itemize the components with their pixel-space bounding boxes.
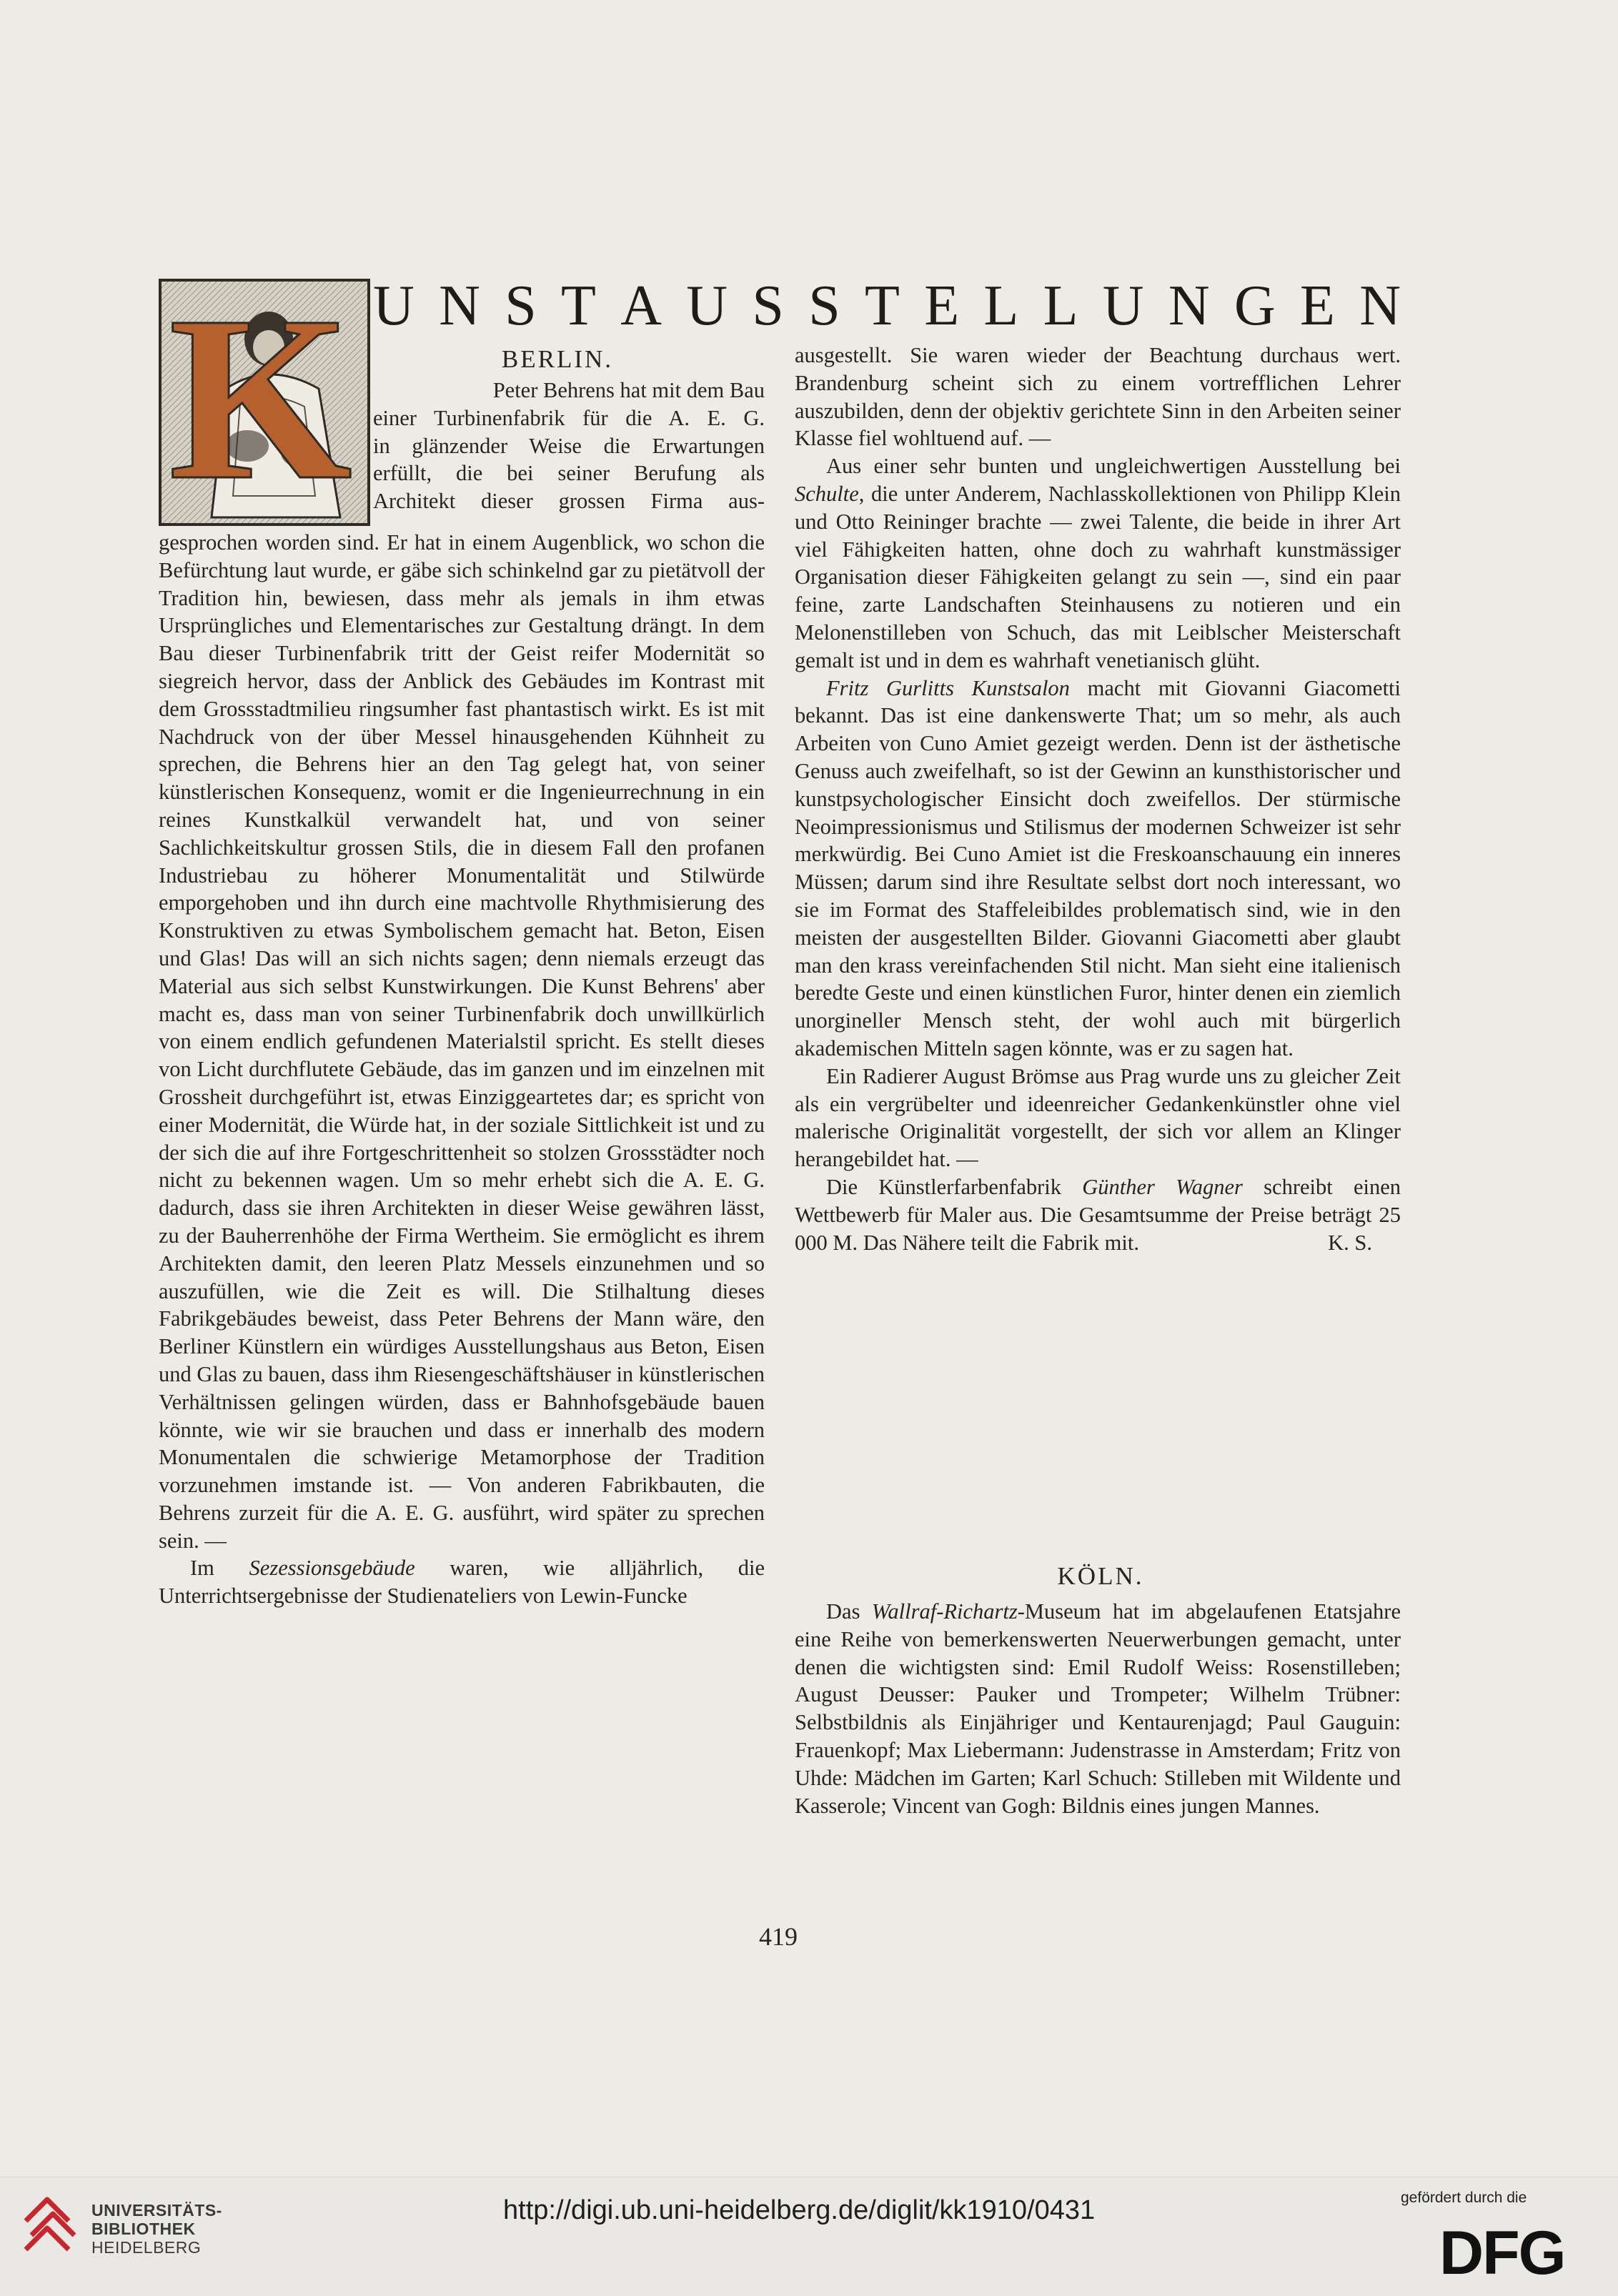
intro-line: einer Turbinenfabrik für die A. E. G. <box>373 405 765 430</box>
funded-by-label: gefördert durch die <box>1401 2190 1527 2206</box>
title-letter: S <box>752 274 784 337</box>
dfg-logo[interactable]: DFG <box>1439 2219 1565 2287</box>
intro-line: in glänzender Weise die Erwartungen <box>373 433 765 458</box>
intro-line: Peter Behrens hat mit dem Bau <box>492 378 765 402</box>
title-letter: S <box>505 274 537 337</box>
paragraph-ausgestellt: ausgestellt. Sie waren wieder der Beachtung durchaus wert. Brandenburg scheint sich zu einem vortrefflichen Lehrer auszubilden, denn der objektiv gerichtete Sinn in den Arbeiten seiner Klasse fiel wohltuend auf. — <box>795 343 1401 451</box>
berlin-intro-narrow <box>373 377 765 515</box>
paragraph-behrens: gesprochen worden sind. Er hat in einem Augenblick, wo schon die Befürchtung laut wurde, er gäbe sich schinkelnd gar zu pietätvoll der Tradition hin, bewiesen, dass mehr als jemals in ihm etwas Ursprüngliches und Elementarisches zur Gestaltung drängt. In dem Bau dieser Turbinenfabrik tritt der Geist reifer Modernität so siegreich hervor, dass der Anblick des Gebäudes im Kontrast mit dem Grossstadtmilieu ringsumher fast phantastisch wirkt. Es ist mit Nachdruck von der über Messel hinausgehenden Kühnheit zu sprechen, die Behrens hier an den Tag gelegt hat, von seiner künstlerischen Konsequenz, womit er die Ingenieurrechnung in ein reines Kunstkalkül verwandelt hat, und von seiner Sachlichkeitskultur grossen Stils, die in diesem Fall den profanen Industriebau zu höherer Monumentalität und Stilwürde emporgehoben und ihn durch eine machtvolle Rhythmisierung des Konstruktiven zu etwas Symbolischem gemacht hat. Beton, Eisen und Glas! Das will an sich nichts sagen; denn niemals erzeugt das Material aus sich selbst Kunstwirkungen. Die Kunst Behrens' aber macht es, dass man von seiner Turbinenfabrik doch unwillkürlich von einem endlich gefundenen Materialstil spricht. Es stellt dieses von Licht durchflutete Gebäude, das im ganzen und im einzelnen mit Grossheit durchgeführt ist, etwas Einziggeartetes dar; es spricht von einer Modernität, die Würde hat, in der soziale Sittlichkeit ist und zu der sich die auf ihre Fortgeschrittenheit so stolzen Grossstädter noch nicht zu bekennen wagen. Um so mehr erhebt sich die A. E. G. dadurch, dass sie ihren Architekten in dieser Weise gewähren lässt, zu der Bauherrenhöhe der Firma Wertheim. Sie ermöglicht es ihrem Architekten damit, den leeren Platz Messels einzunehmen und so auszufüllen, wie die Zeit es will. Die Stilhaltung dieses Fabrikgebäudes beweist, dass Peter Behrens der Mann wäre, den Berliner Künstlern ein würdiges Ausstellungshaus aus Beton, Eisen und Glas zu bauen, dass ihm Riesengeschäftshäuser in künstlerischen Verhältnissen gelingen würden, dass er Bahnhofsgebäude bauen könnte, wie wir sie brauchen und dass er innerhalb des modern Monumentalen die schwierige Metamorphose der Tradition vorzunehmen imstande ist. — Von anderen Fabrikbauten, die Behrens zurzeit für die A. E. G. ausführt, wird später zu sprechen sein. — <box>159 530 765 1553</box>
paragraph-gurlitt: Fritz Gurlitts Kunstsalon macht mit Giovanni Giacometti bekannt. Das ist eine dankenswerte That; um so mehr, als auch Arbeiten von Cuno Amiet gezeigt werden. Denn ist der ästhetische Genuss auch zweifelhaft, so ist der Gewinn an kunsthistorischer und kunstpsychologischer Einsicht doch zweifellos. Der stürmische Neoimpressionismus und Stilismus der modernen Schweizer ist sehr merkwürdig. Bei Cuno Amiet ist die Freskoanschauung ein inneres Müssen; darum sind ihre Resultate selbst dort noch interessant, wo sie im Format des Staffeleibildes problematisch sind, wie in den meisten der ausgestellten Bilder. Giovanni Giacometti aber glaubt man den krass vereinfachenden Stil nicht. Man sieht eine italienisch beredte Geste und einen künstlichen Furor, hinter denen ein ziemlich unorgineller Mensch steht, der wohl auch mit bürgerlich akademischen Mitteln sagen könnte, was er zu sagen hat. <box>795 675 1401 1060</box>
library-line: HEIDELBERG <box>91 2238 202 2257</box>
drop-cap-illustration <box>159 279 370 526</box>
title-letter: N <box>1168 274 1210 337</box>
section-title-berlin: BERLIN. <box>501 345 614 373</box>
title-letter: E <box>1300 274 1335 337</box>
library-line: BIBLIOTHEK <box>91 2220 196 2238</box>
title-letter: L <box>983 274 1019 337</box>
title-letter: U <box>686 274 728 337</box>
drop-cap-letter: K <box>169 279 352 526</box>
title-letter: L <box>1043 274 1078 337</box>
permalink-url[interactable]: http://digi.ub.uni-heidelberg.de/diglit/kk1910/0431 <box>503 2195 1096 2225</box>
paragraph-wallraf: Das Wallraf-Richartz-Museum hat im abgelaufenen Etatsjahre eine Reihe von bemerkenswerten Neuerwerbungen gemacht, unter denen die wichtigsten sind: Emil Rudolf Weiss: Rosenstilleben; August Deusser: Pauker und Trompeter; Wilhelm Trübner: Selbstbildnis als Einjähriger und Kentaurenjagd; Paul Gauguin: Frauenkopf; Max Liebermann: Judenstrasse in Amsterdam; Fritz von Uhde: Mädchen im Garten; Karl Schuch: Stilleben mit Wildente und Kasserole; Vincent van Gogh: Bildnis eines jungen Mannes. <box>795 1599 1401 1818</box>
koeln-text <box>795 1598 1401 1819</box>
paragraph-sezession: Im Sezessionsgebäude waren, wie alljährlich, die Unterrichtsergebnisse der Studienateliers von Lewin-Funcke <box>159 1556 765 1609</box>
title-letter: N <box>439 274 480 337</box>
emphasis-sezessionsgebaeude: Sezessionsgebäude <box>249 1556 415 1581</box>
emphasis-schulte: Schulte <box>795 481 859 506</box>
library-name[interactable] <box>91 2201 222 2257</box>
paragraph-broemse: Ein Radierer August Brömse aus Prag wurde uns zu gleicher Zeit als ein vergrübelter und ideenreicher Gedankenkünstler ohne viel malerische Originalität vorgestellt, der sich vor allem an Klinger herangebildet hat. — <box>795 1063 1401 1172</box>
title-letter: N <box>1359 274 1401 337</box>
title-letter: A <box>620 274 662 337</box>
title-letter: E <box>924 274 960 337</box>
page-number: 419 <box>759 1922 798 1951</box>
ub-heidelberg-logo-icon[interactable] <box>19 2192 84 2264</box>
intro-line: erfüllt, die bei seiner Berufung als <box>373 461 765 486</box>
right-column-text <box>795 342 1401 1256</box>
title-letter: T <box>561 274 596 337</box>
emphasis-gurlitt: Fritz Gurlitts Kunstsalon <box>826 675 1070 700</box>
left-column-text <box>159 529 765 1610</box>
paragraph-schulte: Aus einer sehr bunten und ungleichwertigen Ausstellung bei Schulte, die unter Anderem, Nachlasskollektionen von Philipp Klein und Otto Reininger brachte — zwei Talente, die beide in ihrer Art viel Fähigkeiten hatten, ohne doch zu wahrhaft kunstmässiger Organisation dieser Fähigkeiten gelangt zu sein —, sind ein paar feine, zarte Landschaften Steinhausens zu notieren und ein Melonenstilleben von Schuch, das mit Leiblscher Meisterschaft gemalt ist und in dem es wahrhaft venetianisch glüht. <box>795 454 1401 672</box>
title-letter: U <box>373 274 415 337</box>
title-letter: S <box>808 274 840 337</box>
intro-line: Architekt dieser grossen Firma aus- <box>373 489 765 514</box>
signature: K. S. <box>1328 1230 1372 1255</box>
emphasis-wallraf-richartz: Wallraf-Richartz <box>871 1599 1018 1624</box>
title-letter: T <box>865 274 900 337</box>
page-title <box>373 274 1401 338</box>
emphasis-guenther-wagner: Günther Wagner <box>1082 1174 1243 1199</box>
title-letter: U <box>1102 274 1144 337</box>
title-letter: G <box>1234 274 1276 337</box>
library-line: UNIVERSITÄTS- <box>91 2201 222 2220</box>
section-title-koeln: KÖLN. <box>1057 1562 1144 1590</box>
paragraph-wagner: Die Künstlerfarbenfabrik Günther Wagner schreibt einen Wettbewerb für Maler aus. Die Gesamtsumme der Preise beträgt 25 000 M. Das Nähere teilt die Fabrik mit. K. S. <box>795 1173 1401 1256</box>
